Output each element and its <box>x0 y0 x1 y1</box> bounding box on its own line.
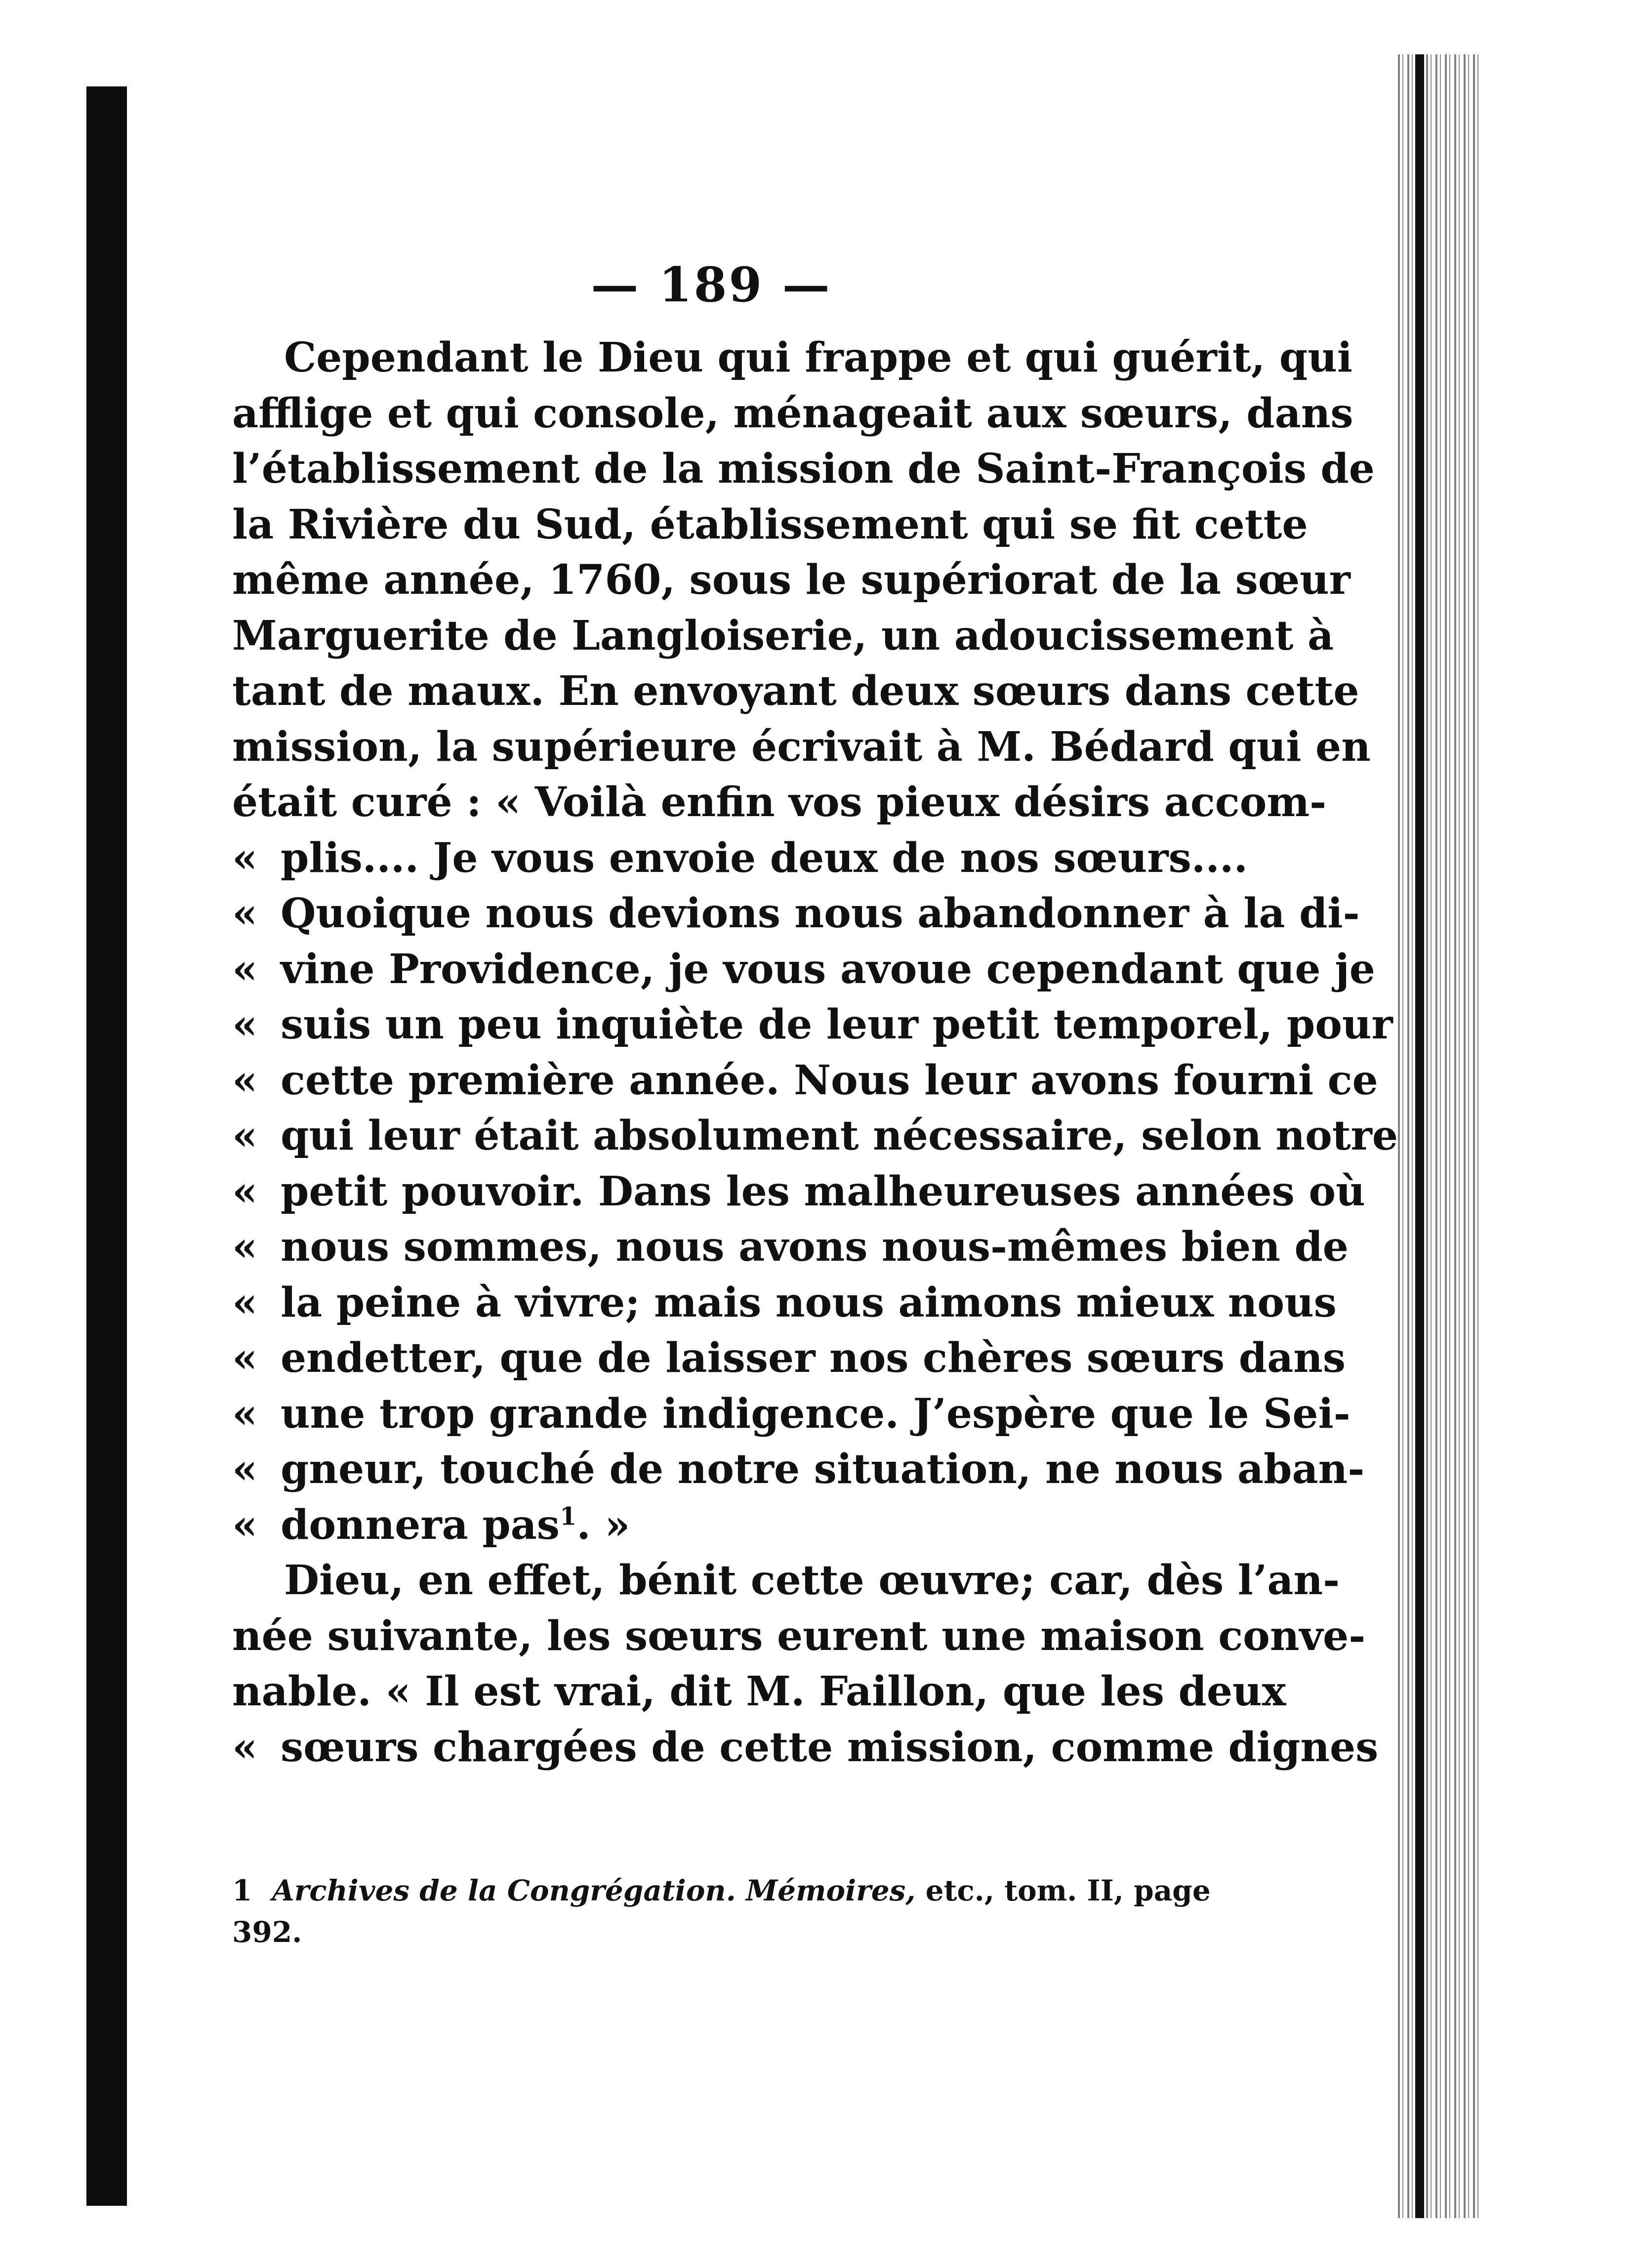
text-line: nable. « Il est vrai, dit M. Faillon, que les deux <box>232 1668 1286 1715</box>
guillemet: « <box>232 1001 258 1048</box>
quoted-line <box>232 1497 1181 1553</box>
quoted-text: gneur, touché de notre situation, ne nous aban- <box>281 1445 1365 1493</box>
footnote-marker: 1 <box>232 1874 252 1907</box>
quoted-line <box>232 1275 1337 1331</box>
footnote-ref: 1 <box>559 1502 577 1531</box>
guillemet: « <box>232 1278 258 1326</box>
guillemet: « <box>232 1223 258 1271</box>
quoted-text: nous sommes, nous avons nous-mêmes bien de <box>281 1223 1349 1271</box>
text-line: née suivante, les sœurs eurent une maison conve- <box>232 1612 1366 1660</box>
footnote-line-2: 392. <box>232 1915 302 1949</box>
quoted-text: endetter, que de laisser nos chères sœurs dans <box>281 1334 1346 1382</box>
guillemet: « <box>232 1390 258 1438</box>
quoted-text: Quoique nous devions nous abandonner à la di- <box>281 890 1360 937</box>
quoted-line <box>232 997 1393 1053</box>
quoted-line <box>232 942 1375 997</box>
quoted-line <box>232 1720 1379 1775</box>
guillemet: « <box>232 1112 258 1159</box>
quoted-text: vine Providence, je vous avoue cependant que je <box>281 945 1375 993</box>
page-edge-right <box>1398 54 1482 2218</box>
quoted-text: la peine à vivre; mais nous aimons mieux nous <box>281 1278 1337 1326</box>
text-line: Marguerite de Langloiserie, un adoucissement à <box>232 612 1334 660</box>
quoted-text: qui leur était absolument nécessaire, selon notre <box>281 1112 1398 1159</box>
text-line: afflige et qui console, ménageait aux sœurs, dans <box>232 389 1353 437</box>
quoted-line <box>232 830 1248 886</box>
quoted-text: donnera pas <box>281 1501 560 1549</box>
binding-edge-left <box>86 86 127 2206</box>
text-line: même année, 1760, sous le supériorat de la sœur <box>232 556 1351 604</box>
text-line: Cependant le Dieu qui frappe et qui guérit, qui <box>284 334 1352 381</box>
quoted-text: une trop grande indigence. J’espère que le Sei- <box>281 1390 1351 1438</box>
quoted-line <box>232 1108 1398 1164</box>
body-text <box>232 330 1398 1775</box>
guillemet: « <box>232 1501 258 1549</box>
guillemet: « <box>232 1334 258 1382</box>
quoted-text: sœurs chargées de cette mission, comme dignes <box>281 1723 1379 1771</box>
footnote-source: Archives de la Congrégation. Mémoires, <box>272 1874 916 1907</box>
guillemet: « <box>232 890 258 937</box>
quoted-line <box>232 1442 1365 1497</box>
text-line: mission, la supérieure écrivait à M. Bédard qui en <box>232 723 1371 771</box>
quoted-line <box>232 1386 1351 1442</box>
text-line: la Rivière du Sud, établissement qui se fit cette <box>232 500 1308 548</box>
page-number: — 189 — <box>591 257 832 313</box>
guillemet: « <box>232 1167 258 1215</box>
quoted-line <box>232 1330 1346 1386</box>
quoted-line <box>232 886 1360 942</box>
quote-end: . » <box>576 1501 630 1549</box>
guillemet: « <box>232 945 258 993</box>
quoted-line <box>232 1053 1378 1109</box>
quoted-text: petit pouvoir. Dans les malheureuses années où <box>281 1167 1365 1215</box>
guillemet: « <box>232 834 258 882</box>
quoted-line <box>232 1164 1365 1220</box>
text-line: était curé : « Voilà enfin vos pieux désirs accom- <box>232 779 1327 826</box>
footnote <box>232 1870 1211 1953</box>
page-edge-right-rule <box>1415 54 1424 2218</box>
quoted-text: plis.... Je vous envoie deux de nos sœurs.... <box>281 834 1248 882</box>
quoted-text: suis un peu inquiète de leur petit temporel, pour <box>281 1001 1393 1048</box>
guillemet: « <box>232 1723 258 1771</box>
text-line: Dieu, en effet, bénit cette œuvre; car, dès l’an- <box>284 1557 1340 1604</box>
guillemet: « <box>232 1056 258 1104</box>
text-line: l’établissement de la mission de Saint-François de <box>232 445 1375 493</box>
quoted-line <box>232 1219 1349 1275</box>
footnote-rest: etc., tom. II, page <box>925 1874 1211 1907</box>
guillemet: « <box>232 1445 258 1493</box>
footnote-line <box>232 1870 1211 1911</box>
quoted-text: cette première année. Nous leur avons fourni ce <box>281 1056 1378 1104</box>
text-line: tant de maux. En envoyant deux sœurs dans cette <box>232 667 1359 715</box>
